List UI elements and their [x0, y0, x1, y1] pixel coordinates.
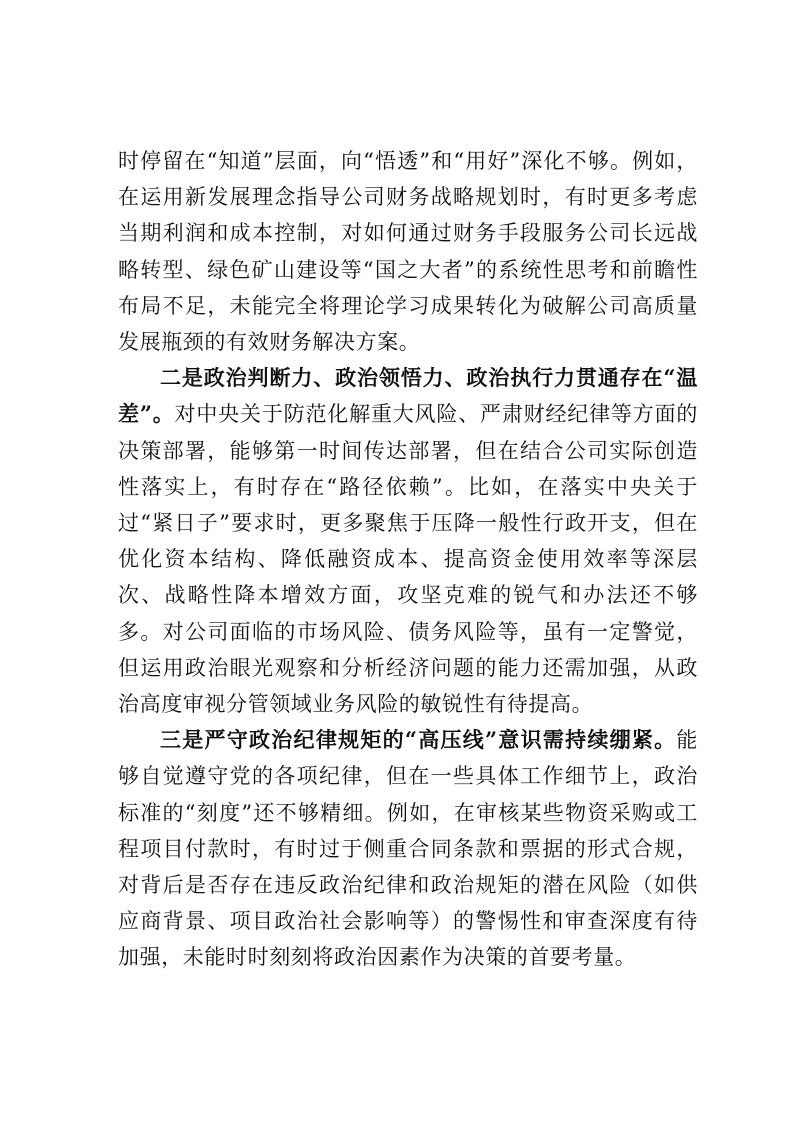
document-body [118, 143, 698, 976]
paragraph-body: 时停留在“知道”层面，向“悟透”和“用好”深化不够。例如，在运用新发展理念指导公司财务战略规划时，有时更多考虑当期利润和成本控制，对如何通过财务手段服务公司长远战略转型、绿色矿山建设等“国之大者”的系统性思考和前瞻性布局不足，未能完全将理论学习成果转化为破解公司高质量发展瓶颈的有效财务解决方案。 [118, 149, 698, 355]
paragraph-continuation [118, 143, 698, 360]
paragraph-body: 能够自觉遵守党的各项纪律，但在一些具体工作细节上，政治标准的“刻度”还不够精细。例如，在审核某些物资采购或工程项目付款时，有时过于侧重合同条款和票据的形式合规，对背后是否存在违反政治纪律和政治规矩的潜在风险（如供应商背景、项目政治社会影响等）的警惕性和审查深度有待加强，未能时时刻刻将政治因素作为决策的首要考量。 [118, 728, 698, 970]
paragraph-point-three [118, 722, 698, 975]
paragraph-lead: 二是政治判断力、政治领悟力、政治执行力贯通存在“温差”。 [118, 365, 698, 427]
paragraph-point-two [118, 360, 698, 722]
paragraph-body: 对中央关于防范化解重大风险、严肃财经纪律等方面的决策部署，能够第一时间传达部署，但在结合公司实际创造性落实上，有时存在“路径依赖”。比如，在落实中央关于过“紧日子”要求时，更多聚焦于压降一般性行政开支，但在优化资本结构、降低融资成本、提高资金使用效率等深层次、战略性降本增效方面，攻坚克难的锐气和办法还不够多。对公司面临的市场风险、债务风险等，虽有一定警觉，但运用政治眼光观察和分析经济问题的能力还需加强，从政治高度审视分管领域业务风险的敏锐性有待提高。 [118, 402, 698, 717]
paragraph-lead: 三是严守政治纪律规矩的“高压线”意识需持续绷紧。 [160, 727, 677, 753]
